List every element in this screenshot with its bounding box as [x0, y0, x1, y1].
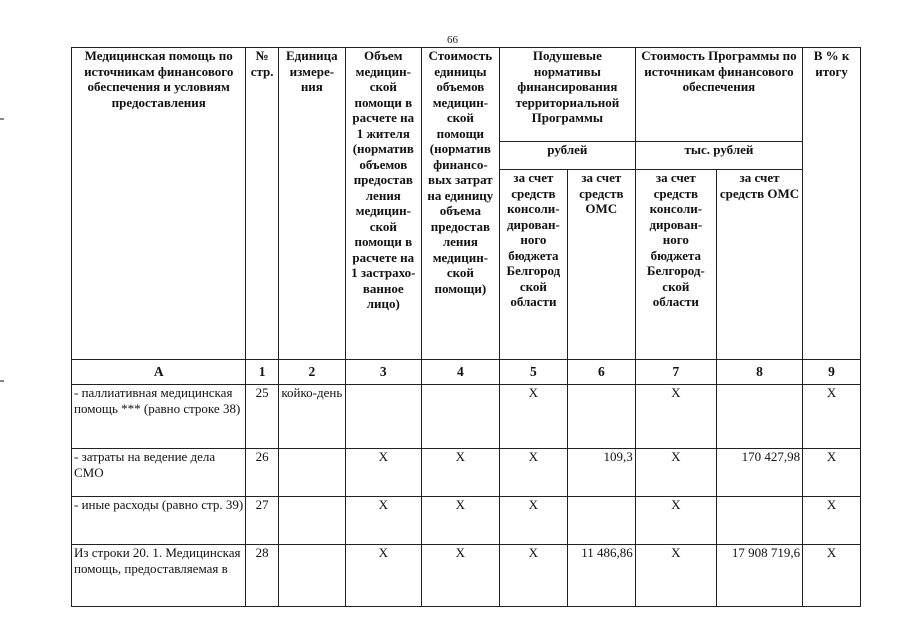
table-row	[72, 545, 861, 607]
column-number-7: 7	[635, 360, 716, 385]
cell-program-oms: 170 427,98	[716, 449, 802, 497]
table-row	[72, 449, 861, 497]
row-number: 28	[246, 545, 278, 607]
row-number: 26	[246, 449, 278, 497]
row-number: 25	[246, 385, 278, 449]
header-unit-rubles: рублей	[499, 142, 635, 170]
header-service-type: Медицинская помощь по источникам финансового обеспечения и условиям предоставления	[72, 48, 246, 360]
row-label: - затраты на ведение дела СМО	[72, 449, 246, 497]
header-unit-cost: Стоимость единицы объемов медицин-ской помощи (норматив финансо-вых затрат на единицу объема предостав ления медицин-ской помощи)	[421, 48, 499, 360]
cell-volume: Х	[345, 545, 421, 607]
cell-program-consolidated: Х	[635, 449, 716, 497]
cell-volume: Х	[345, 449, 421, 497]
header-program-cost-group: Стоимость Программы по источникам финансового обеспечения	[635, 48, 802, 142]
cell-program-oms	[716, 497, 802, 545]
header-program-consolidated: за счет средств консоли-дирован-ного бюджета Белгород-ской области	[635, 170, 716, 360]
table-row	[72, 385, 861, 449]
cell-pc-oms	[567, 385, 635, 449]
cell-percent: Х	[803, 497, 861, 545]
cell-volume	[345, 385, 421, 449]
header-per-capita-group: Подушевые нормативы финансирования территориальной Программы	[499, 48, 635, 142]
cell-unit-cost: Х	[421, 545, 499, 607]
page-number: 66	[447, 34, 458, 46]
column-number-2: 2	[278, 360, 345, 385]
cell-unit-cost: Х	[421, 497, 499, 545]
row-unit	[278, 497, 345, 545]
header-per-capita-consolidated: за счет средств консоли-дирован-ного бюджета Белгород ской области	[499, 170, 567, 360]
row-unit: койко-день	[278, 385, 345, 449]
cell-program-consolidated: Х	[635, 497, 716, 545]
header-unit-thousand-rubles: тыс. рублей	[635, 142, 802, 170]
column-number-1: 1	[246, 360, 278, 385]
row-label: Из строки 20. 1. Медицинская помощь, предоставляемая в	[72, 545, 246, 607]
row-label: - иные расходы (равно стр. 39)	[72, 497, 246, 545]
cell-program-oms: 17 908 719,6	[716, 545, 802, 607]
header-percent: В % к итогу	[803, 48, 861, 360]
cell-unit-cost	[421, 385, 499, 449]
row-label: - паллиативная медицинская помощь *** (равно строке 38)	[72, 385, 246, 449]
header-per-capita-oms: за счет средств ОМС	[567, 170, 635, 360]
cell-program-consolidated: Х	[635, 385, 716, 449]
header-program-oms: за счет средств ОМС	[716, 170, 802, 360]
scan-edge-mark	[0, 380, 4, 382]
column-number-9: 9	[803, 360, 861, 385]
header-row-number: № стр.	[246, 48, 278, 360]
cell-pc-oms	[567, 497, 635, 545]
cell-percent: Х	[803, 545, 861, 607]
header-volume: Объем медицин-ской помощи в расчете на 1 жителя (норматив объемов предостав ления медицин-ской помощи в расчете на 1 застрахо-ванное лицо)	[345, 48, 421, 360]
cell-program-consolidated: Х	[635, 545, 716, 607]
table-row	[72, 497, 861, 545]
column-number-a: А	[72, 360, 246, 385]
column-number-6: 6	[567, 360, 635, 385]
cell-volume: Х	[345, 497, 421, 545]
column-number-8: 8	[716, 360, 802, 385]
column-number-3: 3	[345, 360, 421, 385]
row-number: 27	[246, 497, 278, 545]
financing-table	[71, 47, 861, 607]
cell-pc-oms: 11 486,86	[567, 545, 635, 607]
cell-pc-consolidated: Х	[499, 385, 567, 449]
cell-unit-cost: Х	[421, 449, 499, 497]
cell-pc-consolidated: Х	[499, 497, 567, 545]
column-number-4: 4	[421, 360, 499, 385]
column-number-5: 5	[499, 360, 567, 385]
row-unit	[278, 449, 345, 497]
header-unit: Единица измере-ния	[278, 48, 345, 360]
cell-pc-consolidated: Х	[499, 449, 567, 497]
cell-percent: Х	[803, 385, 861, 449]
row-unit	[278, 545, 345, 607]
cell-pc-consolidated: Х	[499, 545, 567, 607]
cell-pc-oms: 109,3	[567, 449, 635, 497]
cell-percent: Х	[803, 449, 861, 497]
cell-program-oms	[716, 385, 802, 449]
scan-edge-mark	[0, 118, 4, 120]
